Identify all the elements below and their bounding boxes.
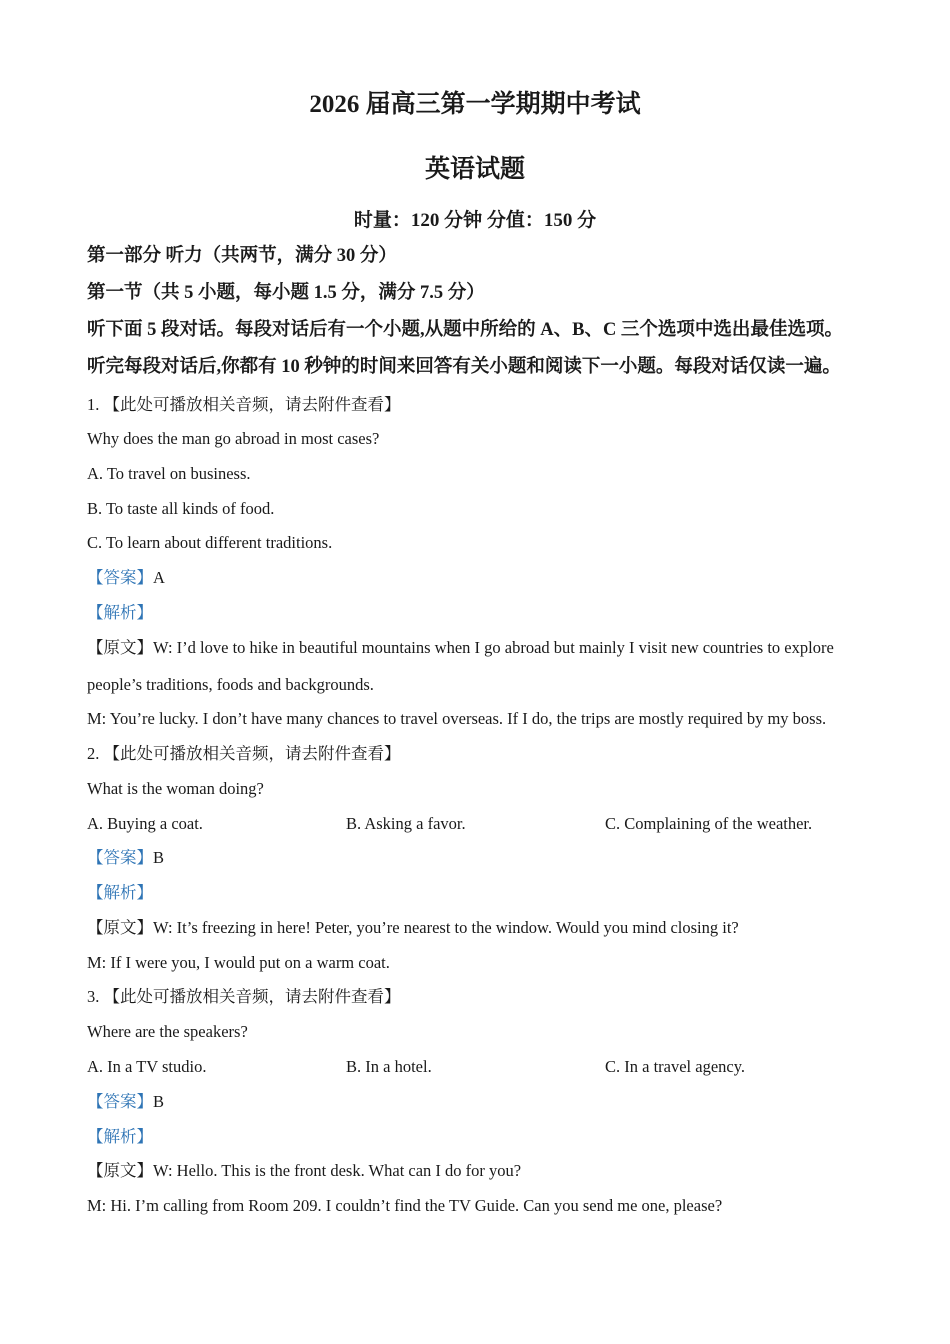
q1-transcript-w-2: people’s traditions, foods and backgrounds.	[87, 675, 374, 694]
q3-transcript-w: 【原文】W: Hello. This is the front desk. What can I do for you?	[87, 1161, 522, 1180]
exam-title: 2026 届高三第一学期期中考试	[309, 91, 641, 118]
q3-question: Where are the speakers?	[87, 1022, 248, 1041]
q1-option-b: B. To taste all kinds of food.	[87, 499, 275, 518]
q1-answer	[87, 566, 887, 590]
answer-tag: 【答案】	[87, 848, 153, 867]
subpart-heading: 第一节（共 5 小题，每小题 1.5 分，满分 7.5 分）	[87, 283, 485, 303]
q1-answer-value: A	[153, 568, 165, 587]
q1-question: Why does the man go abroad in most cases?	[87, 429, 380, 448]
q1-transcript-m: M: You’re lucky. I don’t have many chances to travel overseas. If I do, the trips are mostly required by my boss.	[87, 709, 827, 728]
q1-transcript-w-1: 【原文】W: I’d love to hike in beautiful mountains when I go abroad but mainly I visit new countries to explore	[87, 638, 834, 657]
q3-transcript-m: M: Hi. I’m calling from Room 209. I couldn’t find the TV Guide. Can you send me one, please?	[87, 1196, 723, 1215]
q3-audio-link[interactable]: 3. 【此处可播放相关音频，请去附件查看】	[87, 987, 401, 1006]
q3-analysis-tag: 【解析】	[87, 1127, 153, 1146]
instruction-line-2: 听完每段对话后,你都有 10 秒钟的时间来回答有关小题和阅读下一小题。每段对话仅读一遍。	[87, 357, 841, 377]
q1-audio-link[interactable]: 1. 【此处可播放相关音频，请去附件查看】	[87, 395, 401, 414]
q2-analysis-tag: 【解析】	[87, 883, 153, 902]
q1-analysis-tag: 【解析】	[87, 603, 153, 622]
q2-option-c: C. Complaining of the weather.	[605, 814, 813, 833]
q2-transcript-m: M: If I were you, I would put on a warm coat.	[87, 953, 390, 972]
q3-answer-value: B	[153, 1092, 165, 1111]
q3-option-b: B. In a hotel.	[346, 1057, 432, 1076]
answer-tag: 【答案】	[87, 1092, 153, 1111]
part-heading: 第一部分 听力（共两节，满分 30 分）	[87, 246, 397, 266]
q1-option-c: C. To learn about different traditions.	[87, 533, 333, 552]
subject-title: 英语试题	[424, 156, 525, 183]
q2-option-a: A. Buying a coat.	[87, 814, 203, 833]
time-score-line: 时量：120 分钟 分值：150 分	[353, 210, 597, 231]
q2-audio-link[interactable]: 2. 【此处可播放相关音频，请去附件查看】	[87, 744, 401, 763]
q2-transcript-w: 【原文】W: It’s freezing in here! Peter, you’re nearest to the window. Would you mind closing it?	[87, 918, 739, 937]
q2-option-b: B. Asking a favor.	[346, 814, 466, 833]
q1-option-a: A. To travel on business.	[87, 464, 251, 483]
q3-option-a: A. In a TV studio.	[87, 1057, 207, 1076]
q2-answer	[87, 846, 887, 870]
q2-question: What is the woman doing?	[87, 779, 264, 798]
answer-tag: 【答案】	[87, 568, 153, 587]
instruction-line-1: 听下面 5 段对话。每段对话后有一个小题,从题中所给的 A、B、C 三个选项中选出最佳选项。	[87, 320, 843, 340]
q2-answer-value: B	[153, 848, 165, 867]
q3-answer	[87, 1090, 887, 1114]
q3-option-c: C. In a travel agency.	[605, 1057, 746, 1076]
